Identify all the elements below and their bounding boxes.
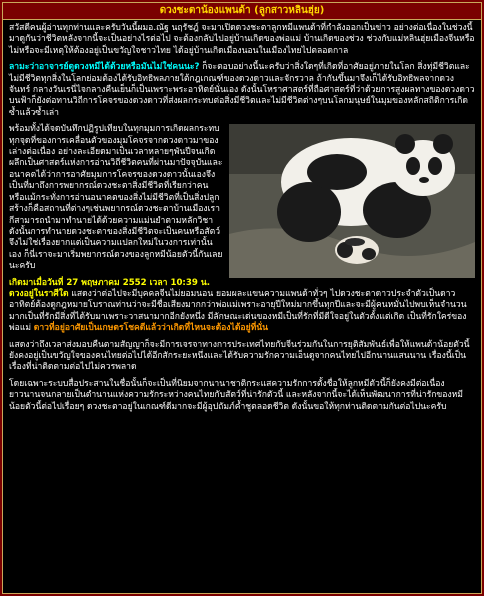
page-title: ดวงชะตาน้องแพนด้า (ลูกสาวหลินฮุ่ย) [3,3,481,20]
answer-text: ก็จะตอบอย่างนี้นะครับว่าสิ่งใดๆที่เกิดที่อาศัยอยู่ภายในโลก สิ่งทุ่มีชีวิตและไม่มีชีวิตทุกสิ่งในโลกย่อมต้องได้รับอิทธิพลภายใต้กฎเกณฑ์ของดวงดาวและจักรวาล ถ้ากันขึ้นมาจึงเก็ได้รับอิทธิพลจากดวงจันทร์ กลางวันเรนี่ไจกลางคืนเย็นก็เป็นเพราะพระอาทิตย์นั่นเอง ดังนั้นโหราศาสตร์ที่ถือศาสตร์ที่ว่าด้วยการสูงผลทางของดวงดาวบนฟ้าก็ยังต่อทานวิถีการโคจรของดวงดาวที่ส่งผลกระทบต่อสิ่งมีชีวิตและไม่มีชีวิตต่างๆบนโลกมนุษย์ในมุมของหลักสถิติการเกิดซ้ำแล้วซ้ำเล่า [9,62,475,118]
question-highlight: ลามะว่าอาจารย์ดูดวงหมีได้ด้วยหรือมันไม่ใช่คนนะ? [9,62,200,73]
birth-info-highlight: เกิดมาเมื่อวันที่ 27 พฤษภาคม 2552 เวลา 10:39 น. ดวงอยู่ในราศีใด [9,277,210,299]
article-frame [2,2,482,594]
panda-photo [229,124,475,278]
intro-paragraph: สวัสดีคนผู้อ่านทุกท่านและครับวันนี้ผมอ.ณัฐ นฤรัชฎ์ จะมาเปิดดวงชะตาลูกหมีแพนด้าที่กำลังออกเป็นข่าว อย่างต่อเนื่องในช่วงนี้ มาดูกันว่าชีวิตหลังจากนี้จะเป็นอย่างไรต่อไป จะต้องกลับไปอยู่บ้านเกิดของพ่อแม่ บ้านเกิดของช่วง ช่วงกับแม่หลินฮุ่ยเมืองจีนหรือไม่หรือจะมีเหตุให้ต้องอยู่เป็นขวัญใจชาวไทย ได้อยู่บ้านเกิดเมืองนอนในเมืองไทยไปตลอดกาล [9,23,475,56]
article-content [3,20,481,413]
birth-detail-text: แสดงว่าต่อไปจะมีบุคคลจีนไม่ยอมนอน ยอมผละแขนความแพนด้าทั่วๆ ไปดวงชะตาดาวประจำตัวเป็นดาวอาทิตย์ต้องดูกฎหมายโบราณท่านว่าจะมีชื่อเสียงมากกว่าพ่อแม่เพราะอายุปีใหม่มากขึ้นทุกปีและจะมีผู้คนหมั่นไปพบเห็นจำนวนมากเป็นที่รักมีสิ่งที่ได้รับมาเพราะวาสนามากอีกยังหนึ่ง มีลักษณะเด่นของหมีเป็นที่รักที่มีดีใจอยู่ในตัวตั้งแต่เกิด เป็นที่รักใคร่ของพ่อแม่ [9,288,467,334]
paragraph-5: แสดงว่าถึงเวลาส่งมอบคืนตามสัญญาก็จะมีการเจรจาทางการประเทศไทยกับจีนร่วมกันในการยุติสัมพันธ์เพื่อให้แพนด้าน้อยตัวนี้ยังคงอยู่เป็นขวัญใจของคนไทยต่อไปได้อีกสักระยะหนึ่งและได้รับความรักความเอ็นดูจากคนไทยไปอีกนานแสนนาน เรื่องนี้เป็นเรื่องที่น่าติดตามต่อไปไม่ควรพลาด [9,339,470,373]
question-paragraph [9,62,475,119]
panda-image [229,124,475,278]
birth-question-highlight: ดาวที่อยู่อาศัยเป็นเกษตรโชคดีแล้วว่าเกิดที่ไหนจะต้องได้อยู่ที่นั่น [33,323,269,334]
birth-paragraph [9,278,475,335]
paragraph-6: โดยเฉพาะระบบสื่อประสานในชื่อนั้นก็จะเป็นที่นิยมจากนานาชาติกระแสความรักการตั้งชื่อให้ลูกหมีตัวนี้ก็ยังคงมีต่อเนื่องยาวนานจนกลายเป็นตำนานแห่งความรักระหว่างคนไทยกับสัตว์ที่น่ารักตัวนี้ และหลังจากนี้จะได้เห็นพัฒนาการที่น่ารักของหมีน้อยตัวนี้ต่อไปเรื่อยๆ ดวงชะตาอยู่ในเกณฑ์ดีมากจะมีผู้อุปถัมภ์ค้ำชูตลอดชีวิต ดังนั้นขอให้ทุกท่านติดตามกันต่อไปนะครับ [9,378,463,412]
body-paragraph: พร้อมทั้งได้จดบันทึกปฏิรูปเทียบในทุกมุมการเกิดผลกระทบทุกจุดที่ของการเคลื่อนตัวของมุมโคจรจากดวงดาวมาของเล่างต่อเนื่อง อย่างละเอียดมาเป็นเวลาหลายๆพันปีจนเกิดผลึกเป็นศาสตร์แห่งการอ่านวิถีชีวิตคนที่ผ่านมาปัจจุบันและอนาคตได้ว่าการอาศัยมุมการโคจรของดวงดาวนั้นเองจึงเป็นที่มาถึงการพยากรณ์ดวงชะตาสิ่งมีชีวิตที่เรียกว่าคนหรือแม้กระทั่งการอ่านอนาคตของสิ่งไม่มีชีวิตที่เป็นสิ่งปลูกสร้างก็คือสถานที่ต่างๆเช่นพยากรณ์ดวงชะตาบ้านเมืองเรากีสามารถนำมาทำนายได้ด้วยความแม่นยำตามหลักวิชา ดังนั้นการทำนายดวงชะตาของสิ่งมีชีวิตจะเป็นคนหรือสัตว์จึงไม่ใช่เรื่องยากแต่เป็นความแปลกใหม่ในวงการเท่านั้นเอง ก็นี่เราจะมาเริ่มพยากรณ์ดวงของลูกหมีน้อยตัวนี้กันเลยนะครับ [9,124,223,272]
